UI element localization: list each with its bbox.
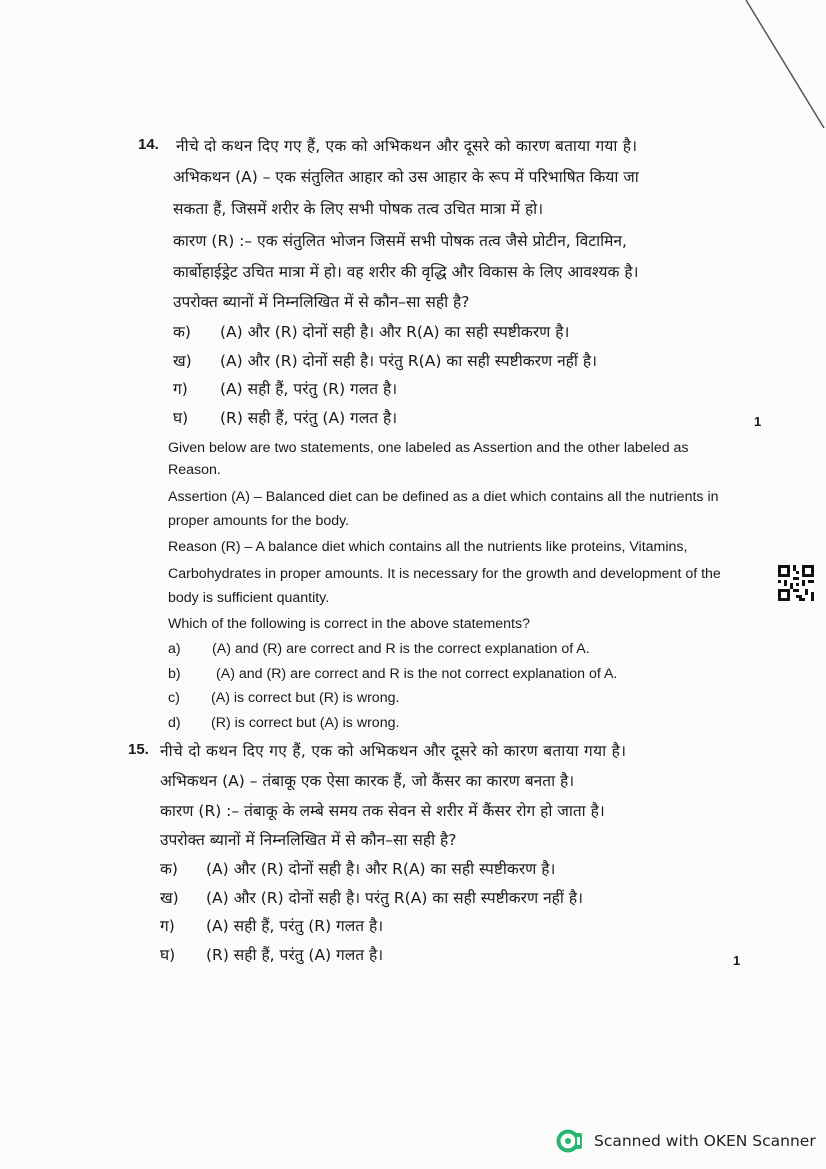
q14-hindi-option-label-4: घ) xyxy=(173,409,189,427)
q14-english-option-text-c: (A) is correct but (R) is wrong. xyxy=(211,690,400,706)
q14-english-option-label-d: d) xyxy=(168,715,181,731)
q15-hindi-option-text-1: (A) और (R) दोनों सही है। और R(A) का सही स्पष्टीकरण है। xyxy=(206,860,556,878)
q14-english-option-label-b: b) xyxy=(168,666,181,682)
q15-hindi-line-3: कारण (R) :– तंबाकू के लम्बे समय तक सेवन से शरीर में कैंसर रोग हो जाता है। xyxy=(160,802,605,820)
scanner-text: Scanned with OKEN Scanner xyxy=(594,1132,816,1150)
q14-english-option-text-d: (R) is correct but (A) is wrong. xyxy=(211,715,400,731)
q14-hindi-option-label-2: ख) xyxy=(173,352,192,370)
q14-english-option-label-a: a) xyxy=(168,641,181,657)
q14-hindi-line-3: सकता हैं, जिसमें शरीर के लिए सभी पोषक तत्व उचित मात्रा में हो। xyxy=(173,200,544,218)
q14-hindi-marks: 1 xyxy=(754,414,762,429)
q14-hindi-option-text-3: (A) सही हैं, परंतु (R) गलत है। xyxy=(220,380,398,398)
q15-hindi-line-2: अभिकथन (A) – तंबाकू एक ऐसा कारक हैं, जो कैंसर का कारण बनता है। xyxy=(160,772,575,790)
q14-english-line-1: Given below are two statements, one labeled as Assertion and the other labeled as xyxy=(168,440,689,456)
q14-hindi-line-2: अभिकथन (A) – एक संतुलित आहार को उस आहार के रूप में परिभाषित किया जा xyxy=(173,168,639,186)
scanner-watermark xyxy=(556,1129,816,1153)
q14-hindi-option-text-2: (A) और (R) दोनों सही है। परंतु R(A) का सही स्पष्टीकरण नहीं है। xyxy=(220,352,597,370)
oken-scanner-logo-icon xyxy=(556,1129,586,1153)
q15-hindi-option-text-4: (R) सही हैं, परंतु (A) गलत है। xyxy=(206,946,384,964)
q15-hindi-option-label-2: ख) xyxy=(160,889,179,907)
q15-hindi-line-1: नीचे दो कथन दिए गए हैं, एक को अभिकथन और दूसरे को कारण बताया गया है। xyxy=(160,742,627,760)
q14-english-line-2: Reason. xyxy=(168,462,221,478)
scan-edge-line xyxy=(736,0,826,130)
q14-english-line-7: body is sufficient quantity. xyxy=(168,590,330,606)
q15-hindi-option-label-3: ग) xyxy=(160,917,175,935)
q15-hindi-option-text-2: (A) और (R) दोनों सही है। परंतु R(A) का सही स्पष्टीकरण नहीं है। xyxy=(206,889,583,907)
q14-english-option-text-b: (A) and (R) are correct and R is the not correct explanation of A. xyxy=(216,666,618,682)
q14-hindi-option-text-1: (A) और (R) दोनों सही है। और R(A) का सही स्पष्टीकरण है। xyxy=(220,323,570,341)
q14-english-line-4: proper amounts for the body. xyxy=(168,513,350,529)
q14-hindi-line-6: उपरोक्त ब्यानों में निम्नलिखित में से कौन–सा सही है? xyxy=(173,293,470,311)
q14-hindi-line-5: कार्बोहाईड्रेट उचित मात्रा में हो। वह शरीर की वृद्धि और विकास के लिए आवश्यक है। xyxy=(173,263,639,281)
q14-hindi-option-label-1: क) xyxy=(173,323,191,341)
q15-marks: 1 xyxy=(733,953,741,968)
q14-hindi-line-1: नीचे दो कथन दिए गए हैं, एक को अभिकथन और दूसरे को कारण बताया गया है। xyxy=(176,137,638,155)
qr-code-icon xyxy=(778,565,814,601)
q15-hindi-line-4: उपरोक्त ब्यानों में निम्नलिखित में से कौन–सा सही है? xyxy=(160,831,457,849)
q15-hindi-option-label-1: क) xyxy=(160,860,178,878)
q14-english-line-8: Which of the following is correct in the above statements? xyxy=(168,616,530,632)
q15-hindi-option-label-4: घ) xyxy=(160,946,176,964)
q14-hindi-line-4: कारण (R) :– एक संतुलित भोजन जिसमें सभी पोषक तत्व जैसे प्रोटीन, विटामिन, xyxy=(173,232,627,250)
q14-english-option-text-a: (A) and (R) are correct and R is the correct explanation of A. xyxy=(212,641,590,657)
q15-hindi-option-text-3: (A) सही हैं, परंतु (R) गलत है। xyxy=(206,917,384,935)
q14-english-option-label-c: c) xyxy=(168,690,180,706)
question-15-number: 15. xyxy=(128,741,149,758)
q14-english-line-6: Carbohydrates in proper amounts. It is necessary for the growth and development of the xyxy=(168,566,721,582)
q14-hindi-option-label-3: ग) xyxy=(173,380,188,398)
q14-english-line-5: Reason (R) – A balance diet which contains all the nutrients like proteins, Vitamins, xyxy=(168,539,688,555)
q14-english-line-3: Assertion (A) – Balanced diet can be defined as a diet which contains all the nutrients in xyxy=(168,489,719,505)
question-14-number: 14. xyxy=(138,136,159,153)
q14-hindi-option-text-4: (R) सही हैं, परंतु (A) गलत है। xyxy=(220,409,398,427)
